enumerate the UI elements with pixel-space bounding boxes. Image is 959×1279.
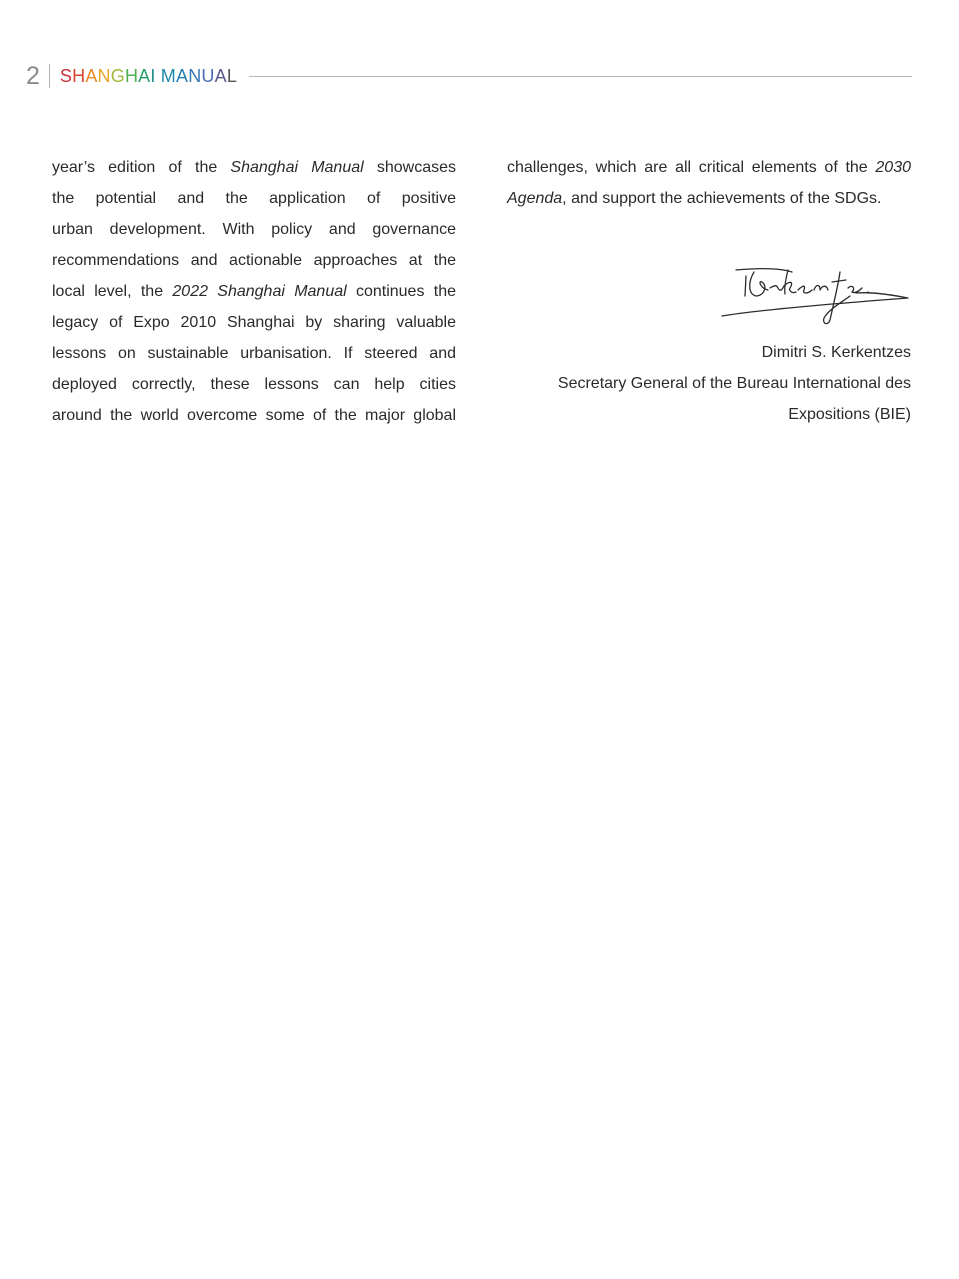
title-letter: G xyxy=(110,66,125,86)
title-letter: I xyxy=(150,66,156,86)
paragraph-line: local level, the 2022 Shanghai Manual continues the xyxy=(52,283,456,300)
title-letter: A xyxy=(175,66,189,86)
title-letter: H xyxy=(72,66,86,86)
signatory-title: Expositions (BIE) xyxy=(788,406,911,423)
paragraph-line: lessons on sustainable urbanisation. If steered and xyxy=(52,345,456,362)
right-text-column xyxy=(507,152,911,214)
paragraph-line: around the world overcome some of the major global xyxy=(52,407,456,424)
publication-title xyxy=(60,67,237,85)
title-letter: S xyxy=(59,66,73,86)
title-letter: H xyxy=(124,66,139,86)
page-number: 2 xyxy=(26,61,40,90)
header-rule xyxy=(249,76,912,77)
left-text-column xyxy=(52,152,456,431)
paragraph-line: the potential and the application of positive xyxy=(52,190,456,207)
title-letter: U xyxy=(201,66,215,86)
paragraph-line: challenges, which are all critical elements of the 2030 xyxy=(507,159,911,176)
title-letter: A xyxy=(214,66,227,86)
signatory-title: Secretary General of the Bureau International des xyxy=(557,375,911,392)
title-letter: N xyxy=(188,66,202,86)
paragraph-line: deployed correctly, these lessons can help cities xyxy=(52,376,456,393)
page-header xyxy=(26,60,912,92)
title-letter: N xyxy=(97,66,111,86)
paragraph-line: legacy of Expo 2010 Shanghai by sharing valuable xyxy=(52,314,456,331)
paragraph-line: recommendations and actionable approaches at the xyxy=(52,252,456,269)
signatory-name: Dimitri S. Kerkentzes xyxy=(761,344,911,361)
paragraph-line: Agenda, and support the achievements of the SDGs. xyxy=(507,190,882,207)
paragraph-line: year’s edition of the Shanghai Manual showcases xyxy=(52,159,456,176)
title-letter: A xyxy=(138,66,151,86)
title-letter: A xyxy=(85,66,98,86)
title-letter: M xyxy=(160,66,176,86)
header-divider xyxy=(49,64,50,88)
signatory-block xyxy=(558,337,911,430)
paragraph-line: urban development. With policy and governance xyxy=(52,221,456,238)
title-letter: L xyxy=(226,66,238,86)
handwritten-signature xyxy=(718,262,912,330)
